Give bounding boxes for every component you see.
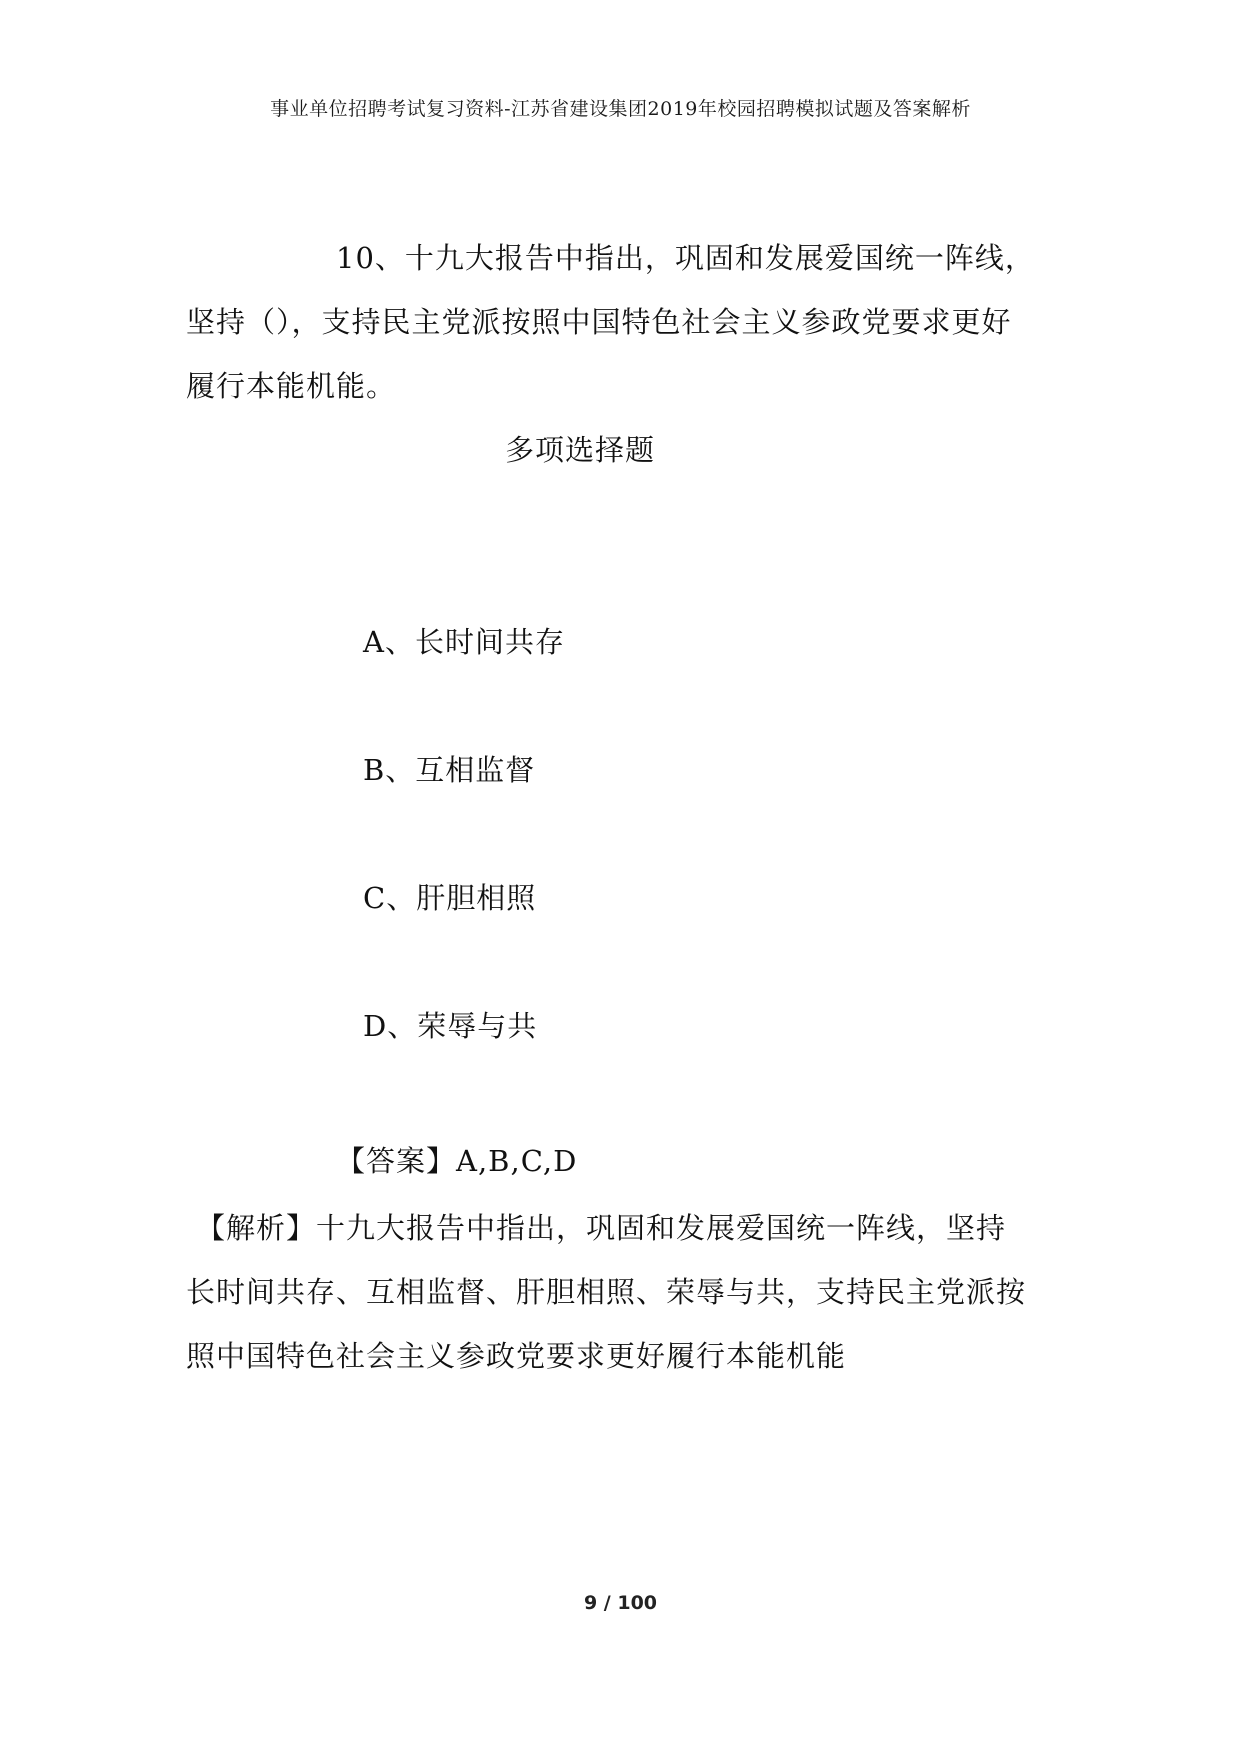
question-stem <box>186 226 1066 418</box>
option-a: A、长时间共存 <box>363 625 565 659</box>
analysis-block <box>186 1196 1066 1388</box>
analysis-line-2: 长时间共存、互相监督、肝胆相照、荣辱与共，支持民主党派按 <box>186 1275 1027 1309</box>
page-header-title: 事业单位招聘考试复习资料-江苏省建设集团2019年校园招聘模拟试题及答案解析 <box>270 98 971 120</box>
analysis-line-1: 【解析】十九大报告中指出，巩固和发展爱国统一阵线，坚持 <box>196 1211 1007 1245</box>
option-c: C、肝胆相照 <box>363 881 537 915</box>
analysis-line-3: 照中国特色社会主义参政党要求更好履行本能机能 <box>186 1339 847 1373</box>
option-d: D、荣辱与共 <box>363 1009 538 1043</box>
option-b: B、互相监督 <box>363 753 536 787</box>
question-line-3: 履行本能机能。 <box>186 369 397 403</box>
question-line-2: 坚持（），支持民主党派按照中国特色社会主义参政党要求更好 <box>186 305 1012 339</box>
answer-line: 【答案】A,B,C,D <box>336 1144 578 1178</box>
page-number: 9 / 100 <box>583 1592 658 1614</box>
question-line-1: 10、十九大报告中指出，巩固和发展爱国统一阵线， <box>336 241 1035 275</box>
question-type-heading: 多项选择题 <box>504 433 655 467</box>
